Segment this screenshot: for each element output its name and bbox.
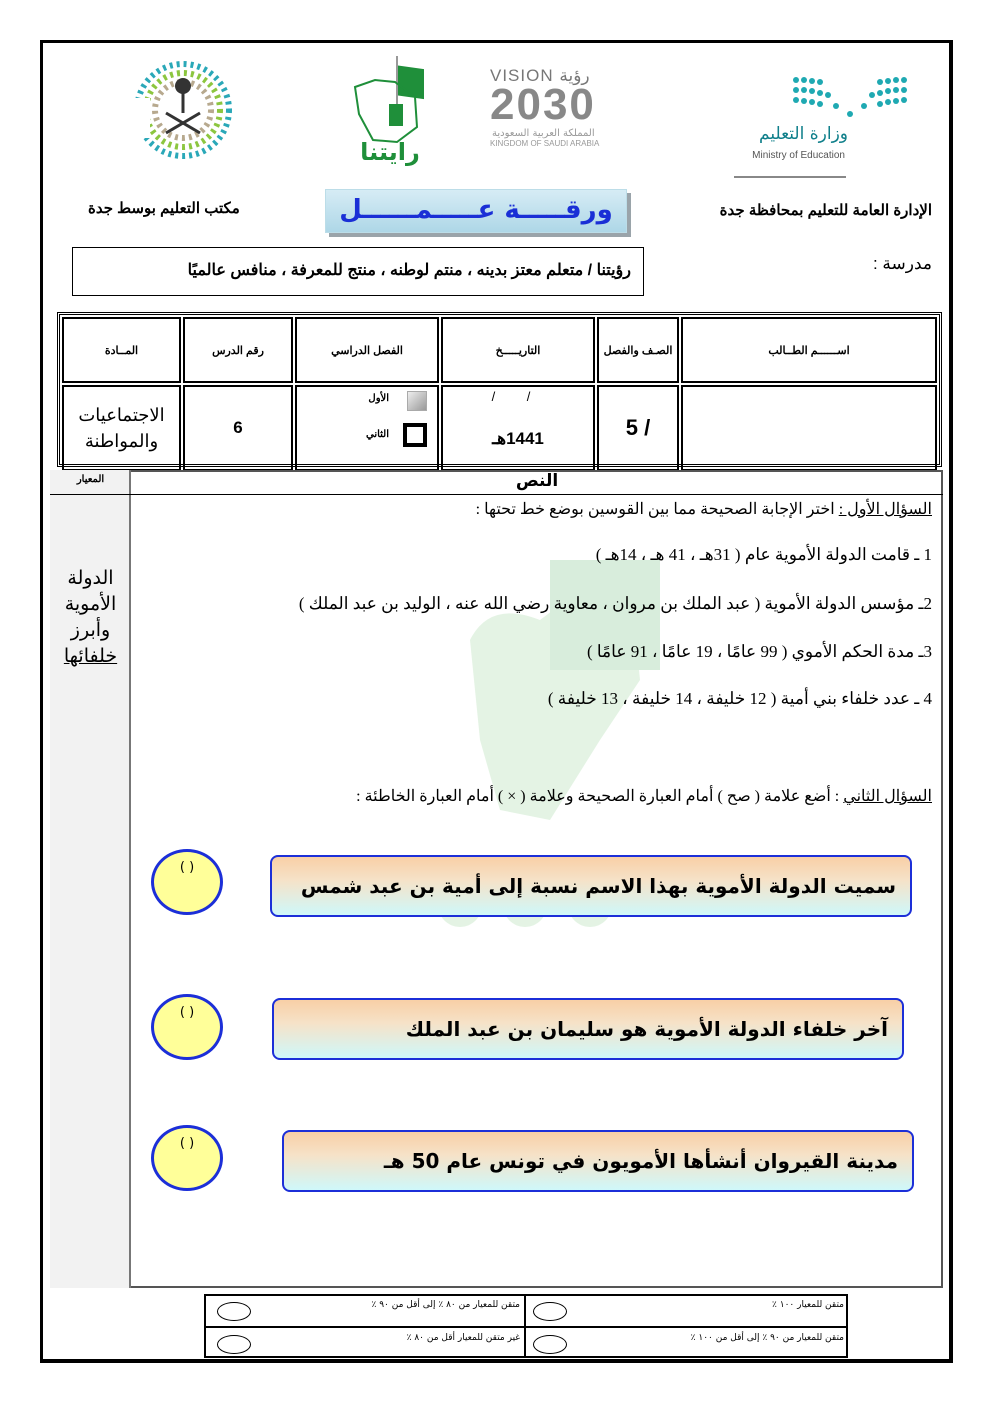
- header-grade-class: الصـف والفصل: [597, 317, 679, 383]
- question-2-instruction: : أضع علامة ( صح ) أمام العبارة الصحيحة وعلامة ( × ) أمام العبارة الخاطئة :: [356, 788, 844, 805]
- rayatna-logo-icon: [345, 52, 435, 170]
- rubric-oval-80-90[interactable]: [217, 1302, 251, 1321]
- student-info-table: [57, 312, 942, 467]
- vision-statement: رؤيتنا / متعلم معتز بدينه ، منتم لوطنه ، منتج للمعرفة ، منافس عالميًا: [72, 247, 644, 296]
- rubric-level-80-90: متقن للمعيار من ٨٠ ٪ إلى أقل من ٩٠ ٪: [371, 1300, 520, 1310]
- office-name: مكتب التعليم بوسط جدة: [88, 200, 240, 217]
- header-lesson-no: رقم الدرس: [183, 317, 293, 383]
- grade-class-value[interactable]: / 5: [597, 385, 679, 471]
- question-2-heading: [356, 786, 932, 806]
- date-year: 1441هـ: [492, 429, 544, 448]
- subject-value: [62, 385, 181, 471]
- question-2-label: السؤال الثاني: [843, 788, 932, 805]
- criterion-line: الأموية: [64, 593, 117, 615]
- worksheet-title-box: [325, 189, 627, 233]
- school-label: مدرسة :: [872, 254, 932, 273]
- header-student-name: اســــــم الطــالب: [681, 317, 937, 383]
- rubric-level-100: متقن للمعيار ١٠٠ ٪: [772, 1300, 844, 1310]
- main-header-divider: [50, 494, 943, 495]
- question-1-item-4[interactable]: 4 ـ عدد خلفاء بني أمية ( 12 خليفة ، 14 خليفة ، 13 خليفة ): [547, 689, 932, 708]
- statement-box-3: مدينة القيروان أنشأها الأمويون في تونس عام 50 هـ: [282, 1130, 914, 1192]
- criterion-line: خلفائها: [63, 645, 118, 667]
- rubric-oval-90-100[interactable]: [533, 1335, 567, 1354]
- header-date: التاريـــــخ: [441, 317, 595, 383]
- rubric-oval-below-80[interactable]: [217, 1335, 251, 1354]
- semester-second-label: الثاني: [365, 429, 389, 440]
- vision-year: 2030: [490, 80, 596, 129]
- semester-first-checkbox[interactable]: [407, 391, 427, 411]
- criterion-value: [52, 565, 129, 669]
- answer-oval-1[interactable]: ( ): [151, 849, 223, 915]
- department-name: الإدارة العامة للتعليم بمحافظة جدة: [719, 202, 932, 219]
- statement-box-2: آخر خلفاء الدولة الأموية هو سليمان بن عبد الملك: [272, 998, 904, 1060]
- subject-line-1: الاجتماعيات: [78, 405, 165, 425]
- question-1-item-2[interactable]: 2ـ مؤسس الدولة الأموية ( عبد الملك بن مروان ، معاوية رضي الله عنه ، الوليد بن عبد الملك ): [298, 594, 932, 613]
- semester-second-checkbox[interactable]: [403, 423, 427, 447]
- criterion-line: الدولة: [67, 567, 114, 589]
- semester-field: [295, 385, 439, 471]
- lesson-no-value: 6: [183, 385, 293, 471]
- header-semester: الفصل الدراسي: [295, 317, 439, 383]
- statement-box-1: سميت الدولة الأموية بهذا الاسم نسبة إلى أمية بن عبد شمس: [270, 855, 912, 917]
- answer-oval-2[interactable]: ( ): [151, 994, 223, 1060]
- rubric-level-90-100: متقن للمعيار من ٩٠ ٪ إلى أقل من ١٠٠ ٪: [690, 1333, 844, 1343]
- vision-label: VISION رؤية: [490, 66, 590, 85]
- rubric-divider-h: [204, 1326, 848, 1328]
- ministry-name-en: Ministry of Education: [752, 150, 845, 161]
- vision-country-en: KINGDOM OF SAUDI ARABIA: [490, 139, 600, 148]
- header-subject: المــادة: [62, 317, 181, 383]
- text-header: النص: [515, 471, 559, 491]
- svg-text:رايتنا: رايتنا: [360, 138, 420, 166]
- worksheet-title: ورقـــــة عـــــمــــــل: [339, 195, 613, 225]
- question-1-instruction: اختر الإجابة الصحيحة مما بين القوسين بوضع خط تحتها :: [475, 501, 839, 518]
- ministry-of-education-logo-icon: [790, 72, 910, 122]
- saudi-emblem-icon: [128, 58, 238, 163]
- semester-first-label: الأول: [368, 393, 389, 404]
- question-1-item-3[interactable]: 3ـ مدة الحكم الأموي ( 99 عامًا ، 19 عامًا ، 91 عامًا ): [586, 642, 932, 661]
- question-1-label: السؤال الأول :: [838, 501, 932, 518]
- ministry-underline: [734, 176, 846, 178]
- subject-line-2: والمواطنة: [84, 431, 159, 451]
- rubric-oval-100[interactable]: [533, 1302, 567, 1321]
- question-1-heading: [476, 499, 932, 519]
- question-1-item-1[interactable]: 1 ـ قامت الدولة الأموية عام ( 31هـ ، 41 هـ ، 14هـ ): [595, 545, 932, 564]
- criterion-line: وأبرز: [70, 619, 111, 641]
- date-slashes: / /: [491, 389, 545, 404]
- student-name-field[interactable]: [681, 385, 937, 471]
- vision-country-ar: المملكة العربية السعودية: [492, 128, 595, 139]
- criterion-header: المعيار: [76, 474, 105, 485]
- ministry-name-ar: وزارة التعليم: [759, 124, 848, 144]
- answer-oval-3[interactable]: ( ): [151, 1125, 223, 1191]
- rubric-level-below-80: غير متقن للمعيار أقل من ٨٠ ٪: [406, 1333, 520, 1343]
- date-field[interactable]: [441, 385, 595, 471]
